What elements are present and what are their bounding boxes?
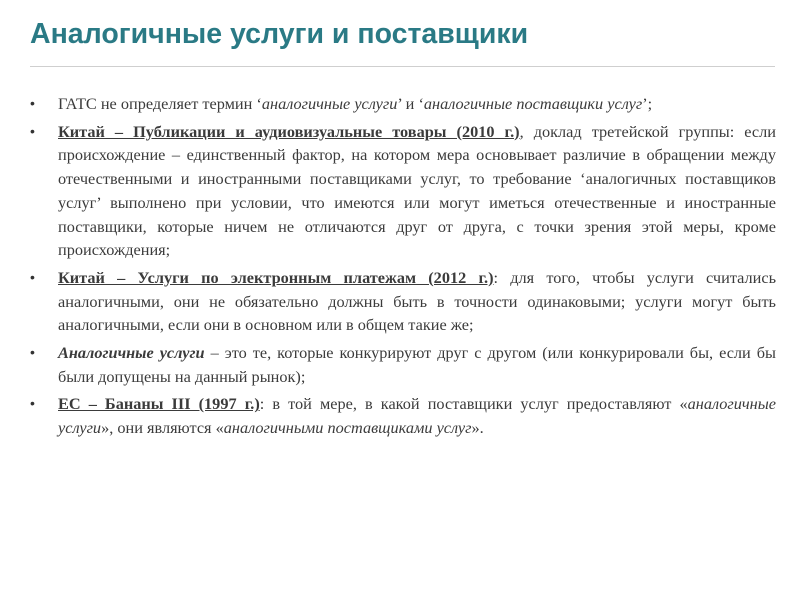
bullet-heading-text: Китай – Услуги по электронным платежам (2012 г.) [58,267,494,287]
bullet-list [30,92,776,444]
bullet-text: : в той мере, в какой поставщики услуг предоставляют « [259,394,688,414]
bullet-text: – это те, которые конкурируют друг с другом (или конкурировали бы, если бы были допущены на данный рынок); [58,343,776,386]
bullet-text: ГАТС не определяет термин ‘ [58,94,262,113]
bullet-text: аналогичными поставщиками услуг [223,418,472,438]
bullet-marker: • [30,344,35,361]
bullet-heading-text: ЕС – Бананы III (1997 г.) [58,394,260,414]
bullet-item [30,120,776,262]
bullet-item [30,92,776,116]
bullet-text: : для того, чтобы услуги считались аналогичными, они не обязательно должны быть в точности одинаковыми; услуги могут быть аналогичными, если они в основном или в общем такие же; [58,267,776,335]
bullet-marker: • [30,122,35,139]
bullet-marker: • [30,95,35,111]
bullet-text: аналогичные услуги [58,394,776,438]
bullet-item [30,266,776,337]
title-divider [30,66,775,67]
bullet-text: ’ и ‘ [397,94,424,113]
bullet-text: », они являются « [101,418,224,438]
slide-title: Аналогичные услуги и поставщики [30,18,529,50]
bullet-marker: • [30,268,35,285]
bullet-text: аналогичные услуги [261,94,398,113]
bullet-text: ». [471,418,484,438]
bullet-heading-text: Китай – Публикации и аудиовизуальные товары (2010 г.) [58,121,520,141]
bullet-text: аналогичные поставщики услуг [423,94,643,113]
bullet-marker: • [30,395,35,412]
bullet-item [30,341,776,388]
bullet-text: ’; [642,94,653,113]
bullet-text: , доклад третейской группы: если происхождение – единственный фактор, на котором мера основывает различие в обращении между отечественными и иностранными поставщиками услуг, то требование ‘аналогичных поставщиков услуг’ выполнено при условии, что имеются или могут иметься отечественные и иностранные поставщики, которые ничем не отличаются друг от друга, с точки зрения этой меры, кроме происхождения; [58,121,776,260]
bullet-item [30,392,776,439]
bullet-heading-text: Аналогичные услуги [58,343,205,363]
